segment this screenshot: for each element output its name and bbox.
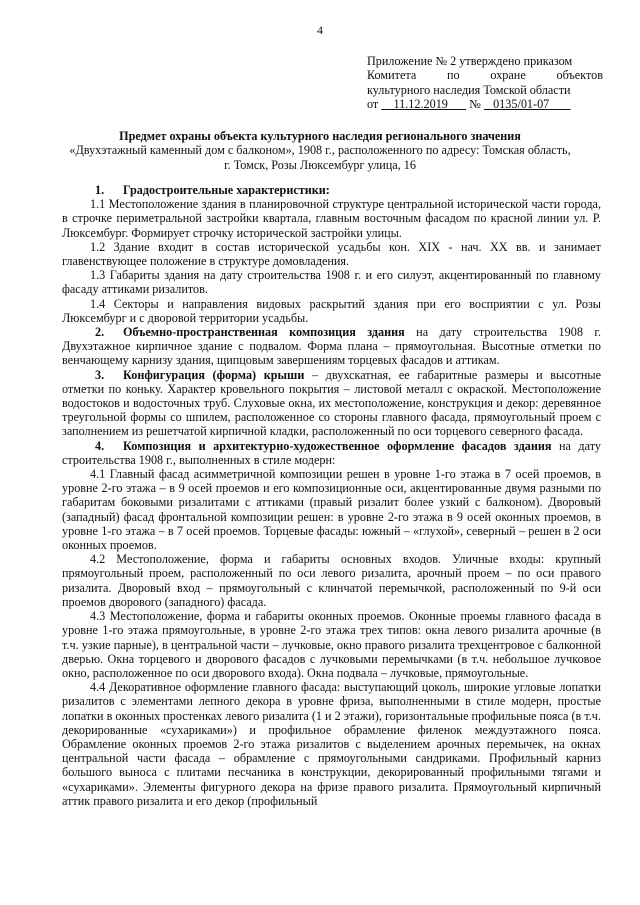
paragraph-4-1: 4.1 Главный фасад асимметричной композиции решен в уровне 1-го этажа в 7 осей проемов, в уровне 2-го этажа – в 9 осей проемов и его композиционные оси, акцентированные двумя разными по габаритам боковыми ризалитами с аттиками (правый ризалит более узкий с балконом). Дворовый (западный) фасад фронтальной композиции решен: в уровне 2-го этажа в 9 осей оконных проемов, в уровне 1-го этажа – в 7 осей проемов. Торцевые фасады: южный – «глухой», северный – решен в 2 оси оконных проемов. <box>62 467 601 553</box>
appendix-word: охране <box>490 68 526 83</box>
section-2-paragraph: 2. Объемно-пространственная композиция здания на дату строительства 1908 г. Двухэтажное кирпичное здание с подвалом. Форма плана – прямоугольная. Высотные отметки по венчающему карнизу здания, щипцовым завершениям торцевых фасадов и аттикам. <box>62 325 601 368</box>
section-1-heading: 1. Градостроительные характеристики: <box>95 183 330 197</box>
appendix-line-3: культурного наследия Томской области <box>367 82 571 97</box>
appendix-word: по <box>447 68 460 83</box>
paragraph-1-3: 1.3 Габариты здания на дату строительства 1908 г. и его силуэт, акцентированный по главному фасаду аттиками ризалитов. <box>62 268 601 297</box>
appendix-approval-block <box>367 54 603 112</box>
number-label: № <box>469 97 481 112</box>
document-title: Предмет охраны объекта культурного наследия регионального значения <box>119 129 521 143</box>
document-body <box>62 183 601 808</box>
paragraph-1-4: 1.4 Секторы и направления видовых раскрытий здания при его восприятии с ул. Розы Люксембург и с дворовой территории усадьбы. <box>62 296 601 325</box>
from-label: от <box>367 97 379 112</box>
page-number: 4 <box>317 23 323 37</box>
appendix-line-4 <box>367 97 603 111</box>
appendix-word: объектов <box>556 68 603 83</box>
heading-line-2: «Двухэтажный каменный дом с балконом», 1908 г., расположенного по адресу: Томская область, <box>69 143 571 158</box>
paragraph-4-3: 4.3 Местоположение, форма и габариты оконных проемов. Оконные проемы главного фасада в уровне 1-го этажа прямоугольные, в уровне 2-го этажа трех типов: окна левого ризалита арочные (в т.ч. узкие парные), в центральной части – лучковые, окно правого ризалита трехцентровое с балконной дверью. Окна торцевого и дворового фасадов с лучковыми перемычками (в т.ч. небольшое лучковое окно, расположенное по оси дворового входа). Окна подвала – лучковые, прямоугольные. <box>62 609 601 680</box>
heading-line-3: г. Томск, Розы Люксембург улица, 16 <box>224 157 416 172</box>
document-heading <box>40 129 600 172</box>
paragraph-1-2: 1.2 Здание входит в состав исторической усадьбы кон. XIX - нач. XX вв. и занимает главенствующее положение в структуре домовладения. <box>62 239 601 269</box>
paragraph-4-2: 4.2 Местоположение, форма и габариты основных входов. Уличные входы: крупный прямоугольный проем, расположенный по оси левого ризалита, арочный проем – по оси правого ризалита. Дворовый вход – прямоугольный с клинчатой перемычкой, расположенный по 9-й оси проемов дворового (западного) фасада. <box>62 552 601 609</box>
paragraph-1-1: 1.1 Местоположение здания в планировочной структуре центральной исторической части города, в строчке периметральной застройки квартала, главным восточным фасадом по красной линии ул. Р. Люксембург. Формирует строчку исторической застройки улицы. <box>62 197 601 240</box>
appendix-line-2 <box>367 68 603 82</box>
appendix-word: Комитета <box>367 68 417 83</box>
section-3-paragraph: 3. Конфигурация (форма) крыши – двухскатная, ее габаритные размеры и высотные отметки по коньку. Характер кровельного покрытия – листовой металл с окраской. Местоположение водостоков и водосточных труб. Слуховые окна, их местоположение, конструкция и декор: деревянное треугольной формы со шпилем, расположенное со стороны главного фасада, прямоугольный проем с заполнением из решетчатой кирпичной кладки, расположенный по оси торцевого северного фасада. <box>62 367 601 439</box>
order-number: 0135/01-07 <box>493 97 550 112</box>
appendix-line-1: Приложение № 2 утверждено приказом <box>367 54 573 68</box>
order-date: 11.12.2019 <box>393 97 448 112</box>
paragraph-4-4: 4.4 Декоративное оформление главного фасада: выступающий цоколь, широкие угловые лопатки ризалитов с элементами лепного декора в уровне фриза, выполненными в стиле модерн, простые лопатки в оконных простенках левого ризалита (1 и 2 этажи), горизонтальные профильные пояса (в т.ч. декорированные «сухариками») и профильное обрамление филенок междуэтажного пояса. Обрамление оконных проемов 2-го этажа ризалитов с выделением арочных перемычек, на окнах центральной части фасада – обрамление с прямоугольными сандриками. Профильный карниз большого выноса с плитами песчаника в конструкции, декорированный профильными тягами и «сухариками». Элементы фигурного декора на фризе правого ризалита. Прямоугольный кирпичный аттик правого ризалита и его декор (профильный <box>62 680 601 808</box>
section-4-paragraph: 4. Композиция и архитектурно-художественное оформление фасадов здания на дату строительства 1908 г., выполненных в стиле модерн: <box>62 438 601 467</box>
